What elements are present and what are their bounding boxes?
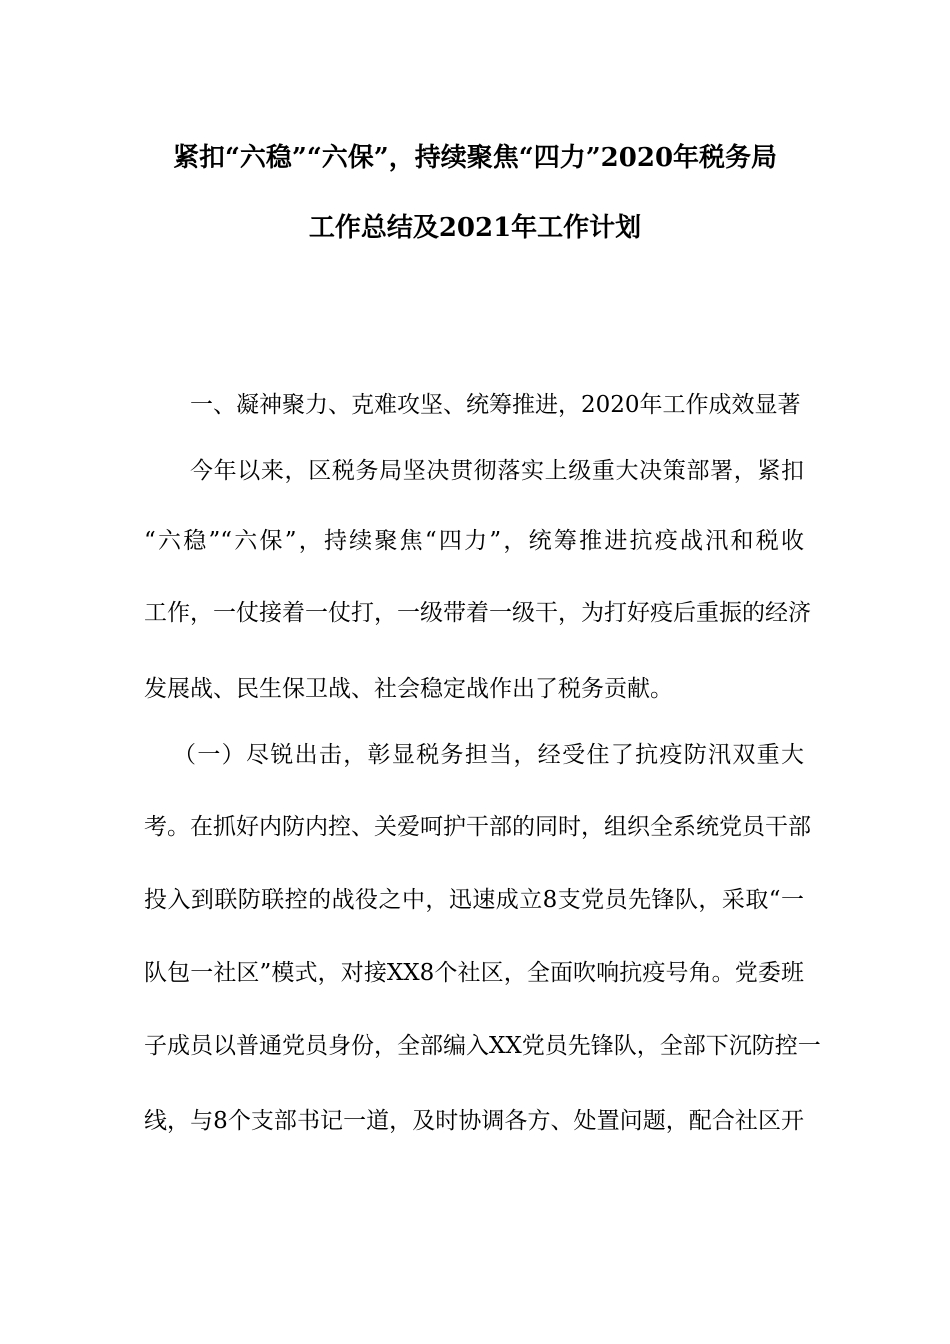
paragraph-1-line-1: 今年以来，区税务局坚决贯彻落实上级重大决策部署，紧扣 — [190, 458, 804, 484]
paragraph-1-line-3: 工作，一仗接着一仗打，一级带着一级干，为打好疫后重振的经济 — [144, 600, 811, 626]
paragraph-2-line-1: （一）尽锐出击，彰显税务担当，经受住了抗疫防汛双重大 — [173, 742, 804, 768]
paragraph-2-line-5: 子成员以普通党员身份，全部编入XX党员先锋队，全部下沉防控一 — [144, 1033, 821, 1059]
paragraph-2-line-3: 投入到联防联控的战役之中，迅速成立8支党员先锋队，采取“一 — [144, 887, 804, 913]
paragraph-1-line-2: “六稳”“六保”，持续聚焦“四力”，统筹推进抗疫战汛和税收 — [144, 528, 804, 554]
paragraph-2-line-2: 考。在抓好内防内控、关爱呵护干部的同时，组织全系统党员干部 — [144, 814, 811, 840]
paragraph-2-line-4: 队包一社区”模式，对接XX8个社区，全面吹响抗疫号角。党委班 — [144, 960, 804, 986]
paragraph-2-line-6: 线，与8个支部书记一道，及时协调各方、处置问题，配合社区开 — [144, 1108, 804, 1134]
document-title-line-2: 工作总结及2021年工作计划 — [308, 213, 642, 243]
section-heading: 一、凝神聚力、克难攻坚、统筹推进，2020年工作成效显著 — [190, 392, 801, 418]
paragraph-1-line-4: 发展战、民生保卫战、社会稳定战作出了税务贡献。 — [144, 676, 673, 702]
document-title-line-1: 紧扣“六稳”“六保”，持续聚焦“四力”2020年税务局 — [172, 143, 778, 173]
